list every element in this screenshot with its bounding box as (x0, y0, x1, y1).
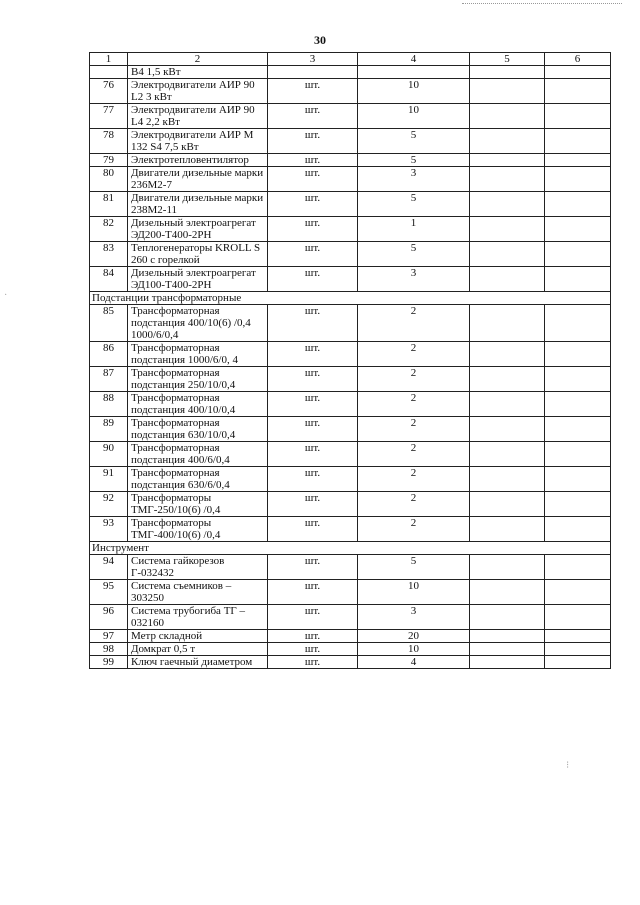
table-row (90, 555, 611, 580)
item-name: Электродвигатели АИР М 132 S4 7,5 кВт (128, 129, 268, 154)
item-name: Теплогенераторы KROLL S 260 с горелкой (128, 242, 268, 267)
item-number: 99 (90, 656, 128, 669)
table-row (90, 467, 611, 492)
empty-cell (545, 79, 611, 104)
table-row (90, 305, 611, 342)
column-header: 1 (90, 53, 128, 66)
item-quantity: 5 (358, 555, 470, 580)
scan-artifact: ⁝ (566, 760, 570, 771)
item-quantity: 2 (358, 467, 470, 492)
table-row (90, 79, 611, 104)
table-row (90, 392, 611, 417)
item-unit: шт. (268, 167, 358, 192)
item-name: Трансформаторная подстанция 250/10/0,4 (128, 367, 268, 392)
item-name: Трансформаторы ТМГ-250/10(6) /0,4 (128, 492, 268, 517)
empty-cell (545, 242, 611, 267)
item-name: Дизельный электроагрегат ЭД200-Т400-2РН (128, 217, 268, 242)
empty-cell (470, 643, 545, 656)
table-row (90, 342, 611, 367)
empty-cell (470, 154, 545, 167)
item-name: Трансформаторная подстанция 1000/6/0, 4 (128, 342, 268, 367)
item-number: 78 (90, 129, 128, 154)
empty-cell (470, 342, 545, 367)
section-title: Инструмент (90, 542, 611, 555)
empty-cell (470, 66, 545, 79)
item-unit: шт. (268, 305, 358, 342)
scan-artifact: · (4, 290, 8, 301)
column-header: 3 (268, 53, 358, 66)
column-header: 2 (128, 53, 268, 66)
item-number: 82 (90, 217, 128, 242)
empty-cell (470, 392, 545, 417)
table-body (90, 66, 611, 669)
empty-cell (470, 417, 545, 442)
item-unit: шт. (268, 217, 358, 242)
table-row (90, 517, 611, 542)
table-header-row (90, 53, 611, 66)
item-number: 89 (90, 417, 128, 442)
item-unit: шт. (268, 555, 358, 580)
empty-cell (545, 442, 611, 467)
empty-cell (470, 580, 545, 605)
item-name: Система трубогиба ТГ – 032160 (128, 605, 268, 630)
item-quantity: 5 (358, 154, 470, 167)
item-quantity: 1 (358, 217, 470, 242)
item-unit: шт. (268, 417, 358, 442)
item-unit: шт. (268, 467, 358, 492)
item-name: Двигатели дизельные марки 238М2-11 (128, 192, 268, 217)
item-name: Трансформаторная подстанция 630/10/0,4 (128, 417, 268, 442)
item-name: Метр складной (128, 630, 268, 643)
empty-cell (470, 79, 545, 104)
table-row (90, 442, 611, 467)
empty-cell (545, 267, 611, 292)
empty-cell (545, 517, 611, 542)
empty-cell (470, 605, 545, 630)
item-quantity: 2 (358, 517, 470, 542)
item-quantity: 3 (358, 167, 470, 192)
table-row (90, 217, 611, 242)
empty-cell (545, 605, 611, 630)
item-unit: шт. (268, 242, 358, 267)
item-quantity: 10 (358, 643, 470, 656)
item-quantity: 10 (358, 580, 470, 605)
item-unit: шт. (268, 342, 358, 367)
item-name: Система гайкорезов Г-032432 (128, 555, 268, 580)
empty-cell (470, 167, 545, 192)
item-number: 84 (90, 267, 128, 292)
item-unit: шт. (268, 129, 358, 154)
empty-cell (470, 492, 545, 517)
table-row (90, 267, 611, 292)
item-name: Двигатели дизельные марки 236М2-7 (128, 167, 268, 192)
empty-cell (545, 104, 611, 129)
item-unit: шт. (268, 392, 358, 417)
empty-cell (545, 154, 611, 167)
empty-cell (545, 492, 611, 517)
item-quantity: 3 (358, 605, 470, 630)
item-unit: шт. (268, 643, 358, 656)
item-name: В4 1,5 кВт (128, 66, 268, 79)
empty-cell (470, 104, 545, 129)
empty-cell (470, 367, 545, 392)
item-quantity: 5 (358, 242, 470, 267)
item-number: 79 (90, 154, 128, 167)
item-name: Электротепловентилятор (128, 154, 268, 167)
item-number (90, 66, 128, 79)
empty-cell (470, 656, 545, 669)
item-quantity: 2 (358, 492, 470, 517)
page-number: 30 (314, 33, 326, 47)
item-name: Трансформаторная подстанция 630/6/0,4 (128, 467, 268, 492)
empty-cell (545, 656, 611, 669)
item-number: 85 (90, 305, 128, 342)
empty-cell (470, 442, 545, 467)
item-quantity: 20 (358, 630, 470, 643)
table-row (90, 630, 611, 643)
table-row (90, 367, 611, 392)
item-number: 94 (90, 555, 128, 580)
empty-cell (470, 129, 545, 154)
table-row (90, 192, 611, 217)
item-quantity: 2 (358, 367, 470, 392)
item-name: Электродвигатели АИР 90 L4 2,2 кВт (128, 104, 268, 129)
table-row (90, 492, 611, 517)
item-unit: шт. (268, 267, 358, 292)
section-row (90, 542, 611, 555)
item-quantity: 2 (358, 442, 470, 467)
item-unit (268, 66, 358, 79)
empty-cell (470, 305, 545, 342)
item-quantity: 2 (358, 392, 470, 417)
item-number: 90 (90, 442, 128, 467)
top-edge-rule (462, 3, 622, 4)
empty-cell (545, 467, 611, 492)
item-unit: шт. (268, 442, 358, 467)
item-unit: шт. (268, 492, 358, 517)
empty-cell (470, 267, 545, 292)
item-number: 96 (90, 605, 128, 630)
item-number: 83 (90, 242, 128, 267)
item-name: Система съемников – 303250 (128, 580, 268, 605)
item-name: Трансформаторная подстанция 400/10/0,4 (128, 392, 268, 417)
empty-cell (545, 342, 611, 367)
item-name: Трансформаторная подстанция 400/10(6) /0,4 1000/6/0,4 (128, 305, 268, 342)
empty-cell (545, 555, 611, 580)
item-name: Домкрат 0,5 т (128, 643, 268, 656)
item-quantity: 2 (358, 305, 470, 342)
item-name: Дизельный электроагрегат ЭД100-Т400-2РН (128, 267, 268, 292)
item-number: 86 (90, 342, 128, 367)
section-row (90, 292, 611, 305)
empty-cell (470, 242, 545, 267)
item-quantity: 10 (358, 104, 470, 129)
table-row (90, 242, 611, 267)
empty-cell (470, 467, 545, 492)
item-number: 77 (90, 104, 128, 129)
item-unit: шт. (268, 630, 358, 643)
empty-cell (470, 217, 545, 242)
empty-cell (545, 305, 611, 342)
table-row (90, 104, 611, 129)
item-number: 76 (90, 79, 128, 104)
empty-cell (545, 167, 611, 192)
item-number: 93 (90, 517, 128, 542)
empty-cell (545, 367, 611, 392)
table-row (90, 167, 611, 192)
item-name: Трансформаторная подстанция 400/6/0,4 (128, 442, 268, 467)
item-unit: шт. (268, 154, 358, 167)
empty-cell (545, 417, 611, 442)
item-number: 92 (90, 492, 128, 517)
item-number: 87 (90, 367, 128, 392)
item-unit: шт. (268, 580, 358, 605)
section-title: Подстанции трансформаторные (90, 292, 611, 305)
column-header: 5 (470, 53, 545, 66)
item-number: 98 (90, 643, 128, 656)
column-header: 6 (545, 53, 611, 66)
item-quantity: 4 (358, 656, 470, 669)
empty-cell (470, 555, 545, 580)
equipment-table (89, 52, 611, 669)
table-row (90, 154, 611, 167)
item-quantity: 5 (358, 192, 470, 217)
item-quantity: 5 (358, 129, 470, 154)
empty-cell (470, 517, 545, 542)
column-header: 4 (358, 53, 470, 66)
empty-cell (545, 192, 611, 217)
item-unit: шт. (268, 605, 358, 630)
item-number: 95 (90, 580, 128, 605)
item-quantity: 3 (358, 267, 470, 292)
item-name: Электродвигатели АИР 90 L2 3 кВт (128, 79, 268, 104)
item-quantity: 2 (358, 342, 470, 367)
item-unit: шт. (268, 517, 358, 542)
item-number: 80 (90, 167, 128, 192)
table-row (90, 643, 611, 656)
item-number: 97 (90, 630, 128, 643)
empty-cell (545, 392, 611, 417)
empty-cell (545, 643, 611, 656)
item-number: 81 (90, 192, 128, 217)
empty-cell (545, 217, 611, 242)
item-number: 91 (90, 467, 128, 492)
empty-cell (470, 192, 545, 217)
table-row (90, 66, 611, 79)
item-unit: шт. (268, 367, 358, 392)
item-quantity: 10 (358, 79, 470, 104)
empty-cell (545, 580, 611, 605)
item-quantity (358, 66, 470, 79)
table-row (90, 580, 611, 605)
item-number: 88 (90, 392, 128, 417)
item-unit: шт. (268, 192, 358, 217)
empty-cell (545, 630, 611, 643)
table-row (90, 417, 611, 442)
empty-cell (545, 66, 611, 79)
empty-cell (470, 630, 545, 643)
item-unit: шт. (268, 79, 358, 104)
item-name: Ключ гаечный диаметром (128, 656, 268, 669)
table-row (90, 129, 611, 154)
item-name: Трансформаторы ТМГ-400/10(6) /0,4 (128, 517, 268, 542)
empty-cell (545, 129, 611, 154)
item-unit: шт. (268, 104, 358, 129)
table-row (90, 656, 611, 669)
item-quantity: 2 (358, 417, 470, 442)
table-row (90, 605, 611, 630)
item-unit: шт. (268, 656, 358, 669)
